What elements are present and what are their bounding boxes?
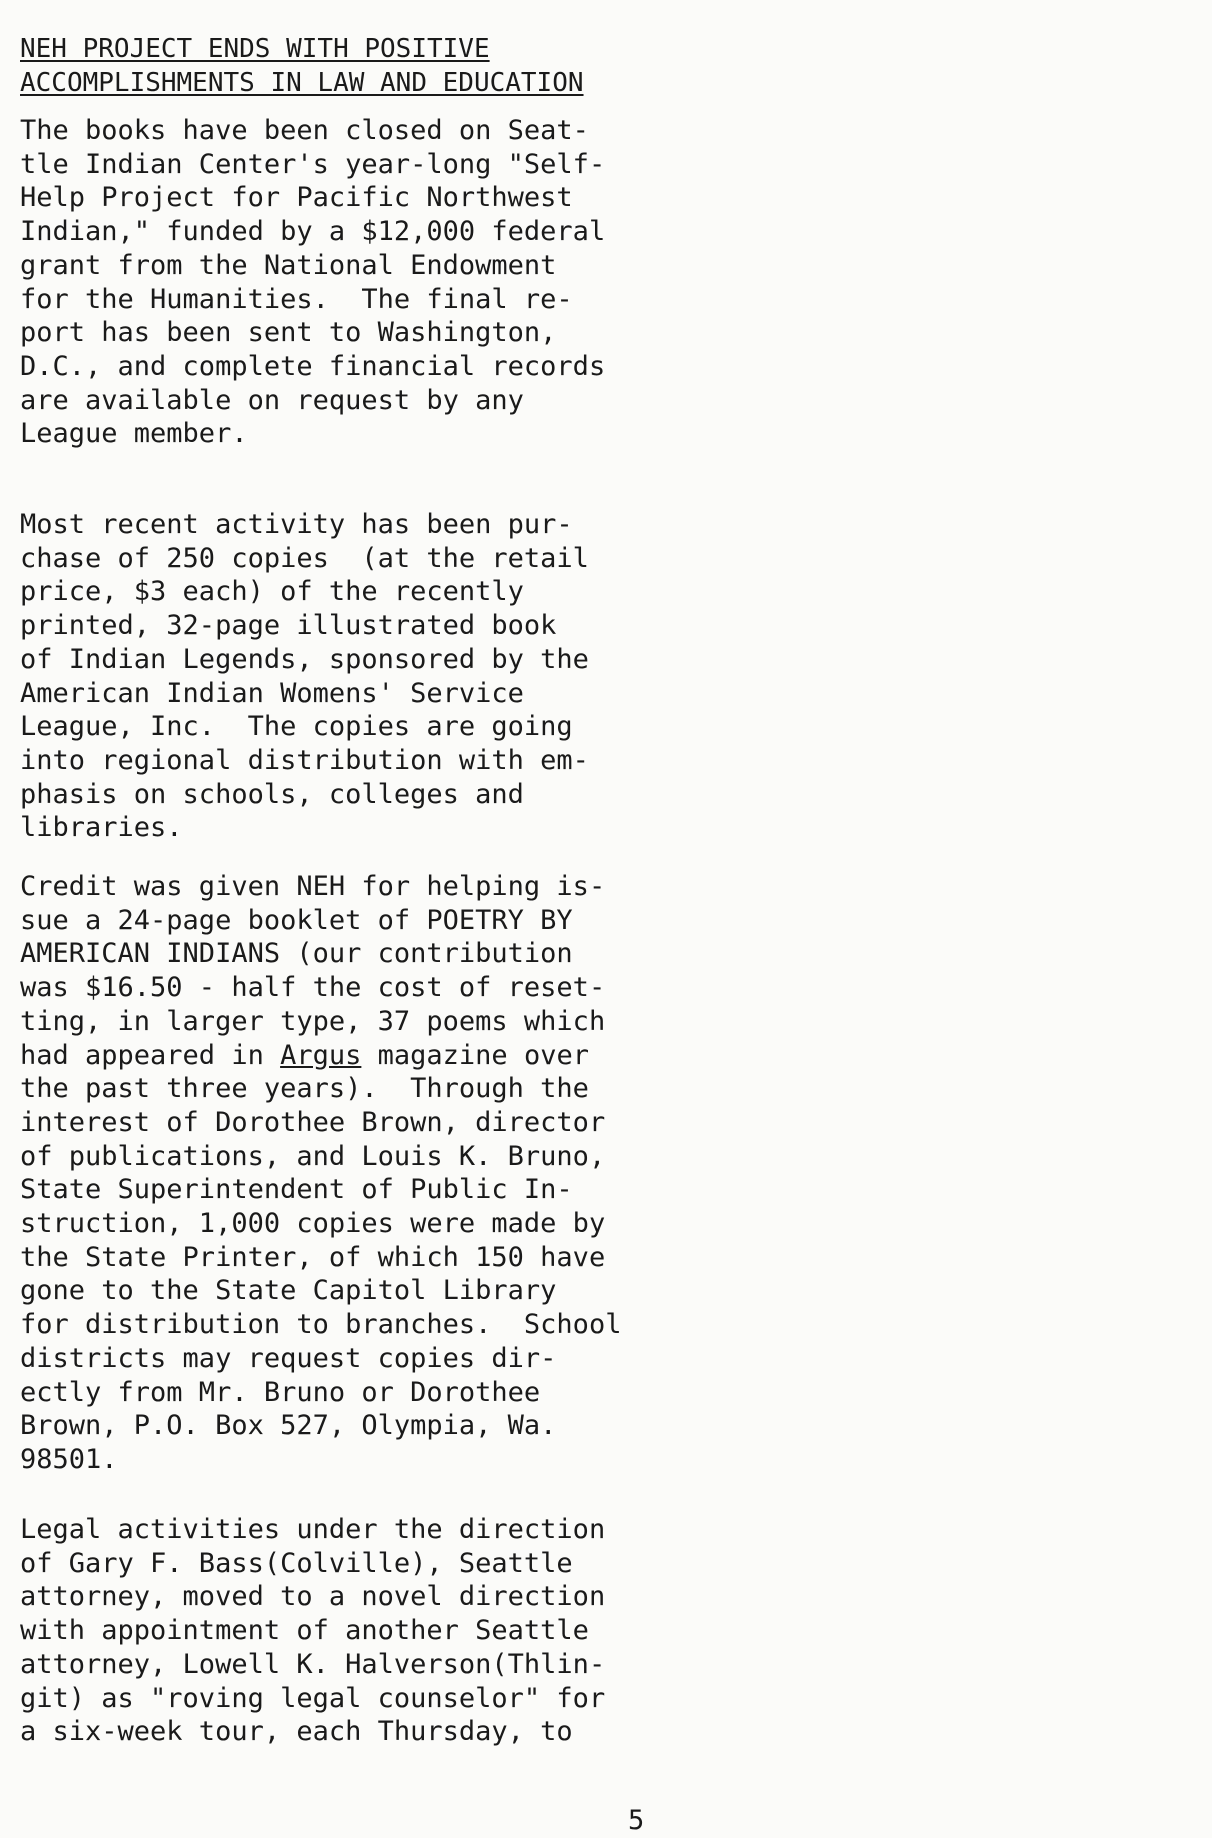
text-line: League member. [20,418,248,450]
text-line: price, $3 each) of the recently [20,576,524,608]
text-line: D.C., and complete financial records [20,350,606,382]
text-line: districts may request copies dir- [20,1342,557,1374]
text-line: gone to the State Capitol Library [20,1275,557,1307]
text-line: Most recent activity has been pur- [20,509,573,540]
headline-line-2: ACCOMPLISHMENTS IN LAW AND EDUCATION [20,68,584,98]
text-line: the State Printer, of which 150 have [20,1241,606,1273]
text-line: Help Project for Pacific Northwest [20,182,573,214]
text-line [20,1039,621,1073]
text-line: sue a 24-page booklet of POETRY BY [20,904,573,936]
text-line: Credit was given NEH for helping is- [20,871,606,902]
text-line: struction, 1,000 copies were made by [20,1208,606,1240]
text-line: are available on request by any [20,384,524,416]
text-line: 98501. [20,1443,118,1475]
text-line: with appointment of another Seattle [20,1615,589,1647]
headline [20,32,584,100]
text-line: phasis on schools, colleges and [20,778,524,810]
left-paragraph-3 [20,870,621,1477]
text-segment: magazine over [377,1039,589,1071]
text-line: the past three years). Through the [20,1073,589,1105]
text-line: ectly from Mr. Bruno or Dorothee [20,1376,541,1408]
text-segment [361,1040,377,1071]
text-line: printed, 32-page illustrated book [20,610,557,642]
text-line: of publications, and Louis K. Bruno, [20,1140,606,1172]
text-line: a six-week tour, each Thursday, to [20,1716,573,1748]
text-line: libraries. [20,812,183,844]
left-paragraph-1 [20,114,605,451]
text-line: grant from the National Endowment [20,249,557,281]
text-line: interest of Dorothee Brown, director [20,1106,606,1138]
text-line: chase of 250 copies (at the retail [20,542,589,574]
text-line: was $16.50 - half the cost of reset- [20,972,606,1004]
text-line: State Superintendent of Public In- [20,1174,573,1206]
text-line: port has been sent to Washington, [20,317,557,349]
text-segment: had appeared in [20,1039,281,1071]
argus-magazine-title: Argus [280,1039,362,1071]
text-line: git) as "roving legal counselor" for [20,1682,606,1714]
text-line: of Indian Legends, sponsored by the [20,643,589,675]
left-paragraph-2 [20,508,589,845]
text-line: ting, in larger type, 37 poems which [20,1005,606,1037]
text-line: for the Humanities. The final re- [20,283,573,315]
page-number: 5 [628,1805,645,1836]
text-line: Legal activities under the direction [20,1514,606,1545]
text-line: attorney, Lowell K. Halverson(Thlin- [20,1648,606,1680]
text-line: League, Inc. The copies are going [20,711,573,743]
text-line: AMERICAN INDIANS (our contribution [20,938,573,970]
text-line: Indian," funded by a $12,000 federal [20,216,606,248]
text-line: tle Indian Center's year-long "Self- [20,148,606,180]
text-line: attorney, moved to a novel direction [20,1581,606,1613]
text-line: for distribution to branches. School [20,1309,622,1341]
text-line: American Indian Womens' Service [20,677,524,709]
text-line: into regional distribution with em- [20,744,589,776]
text-line: Brown, P.O. Box 527, Olympia, Wa. [20,1410,557,1442]
text-line: The books have been closed on Seat- [20,115,589,146]
left-paragraph-4 [20,1513,605,1749]
headline-line-1: NEH PROJECT ENDS WITH POSITIVE [20,34,490,64]
text-line: of Gary F. Bass(Colville), Seattle [20,1547,573,1579]
